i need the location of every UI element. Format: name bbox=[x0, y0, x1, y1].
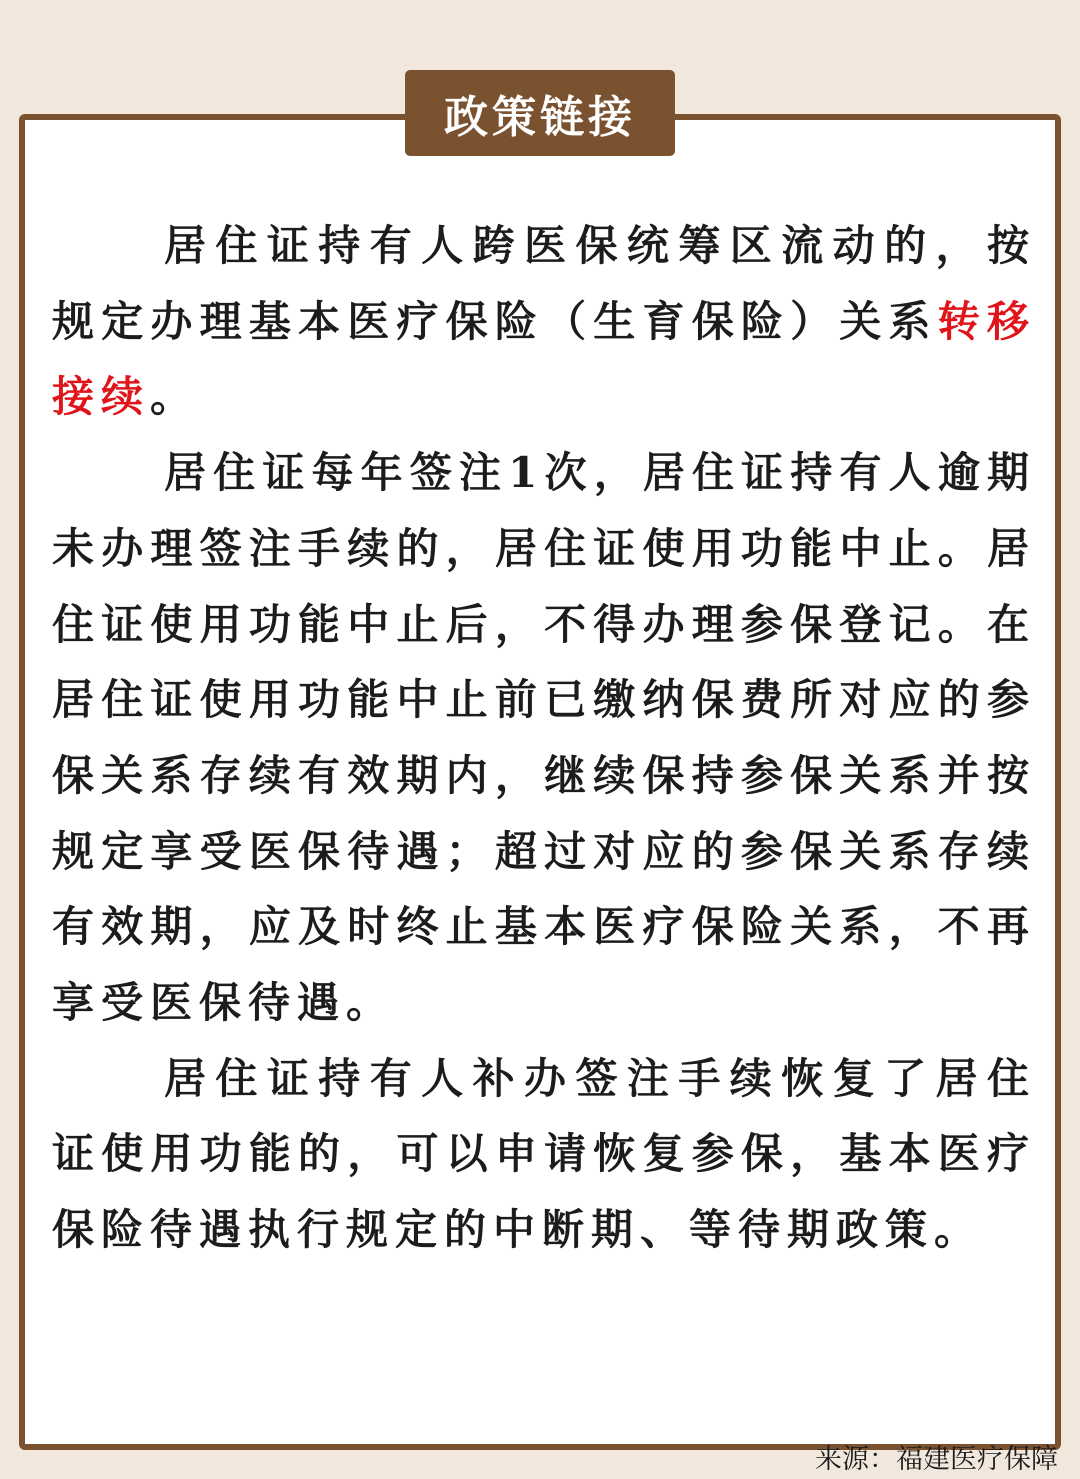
paragraph-transfer-end: 。 bbox=[150, 372, 200, 422]
paragraph-transfer bbox=[52, 208, 1036, 435]
highlight-transfer: 转移接续 bbox=[52, 296, 1036, 422]
paragraph-restore: 居住证持有人补办签注手续恢复了居住证使用功能的，可以申请恢复参保，基本医疗保险待遇执行规定的中断期、等待期政策。 bbox=[52, 1053, 1036, 1255]
source-credit: 来源：福建医疗保障 bbox=[815, 1444, 1058, 1475]
section-title-text: 政策链接 bbox=[444, 92, 636, 143]
section-title bbox=[405, 70, 675, 156]
paragraph-transfer-text: 居住证持有人跨医保统筹区流动的，按规定办理基本医疗保险（生育保险）关系 bbox=[52, 221, 1036, 346]
paragraph-endorsement: 居住证每年签注1次，居住证持有人逾期未办理签注手续的，居住证使用功能中止。居住证使用功能中止后，不得办理参保登记。在居住证使用功能中止前已缴纳保费所对应的参保关系存续有效期内，继续保持参保关系并按规定享受医保待遇；超过对应的参保关系存续有效期，应及时终止基本医疗保险关系，不再享受医保待遇。 bbox=[52, 448, 1036, 1028]
policy-content bbox=[52, 208, 1036, 1268]
